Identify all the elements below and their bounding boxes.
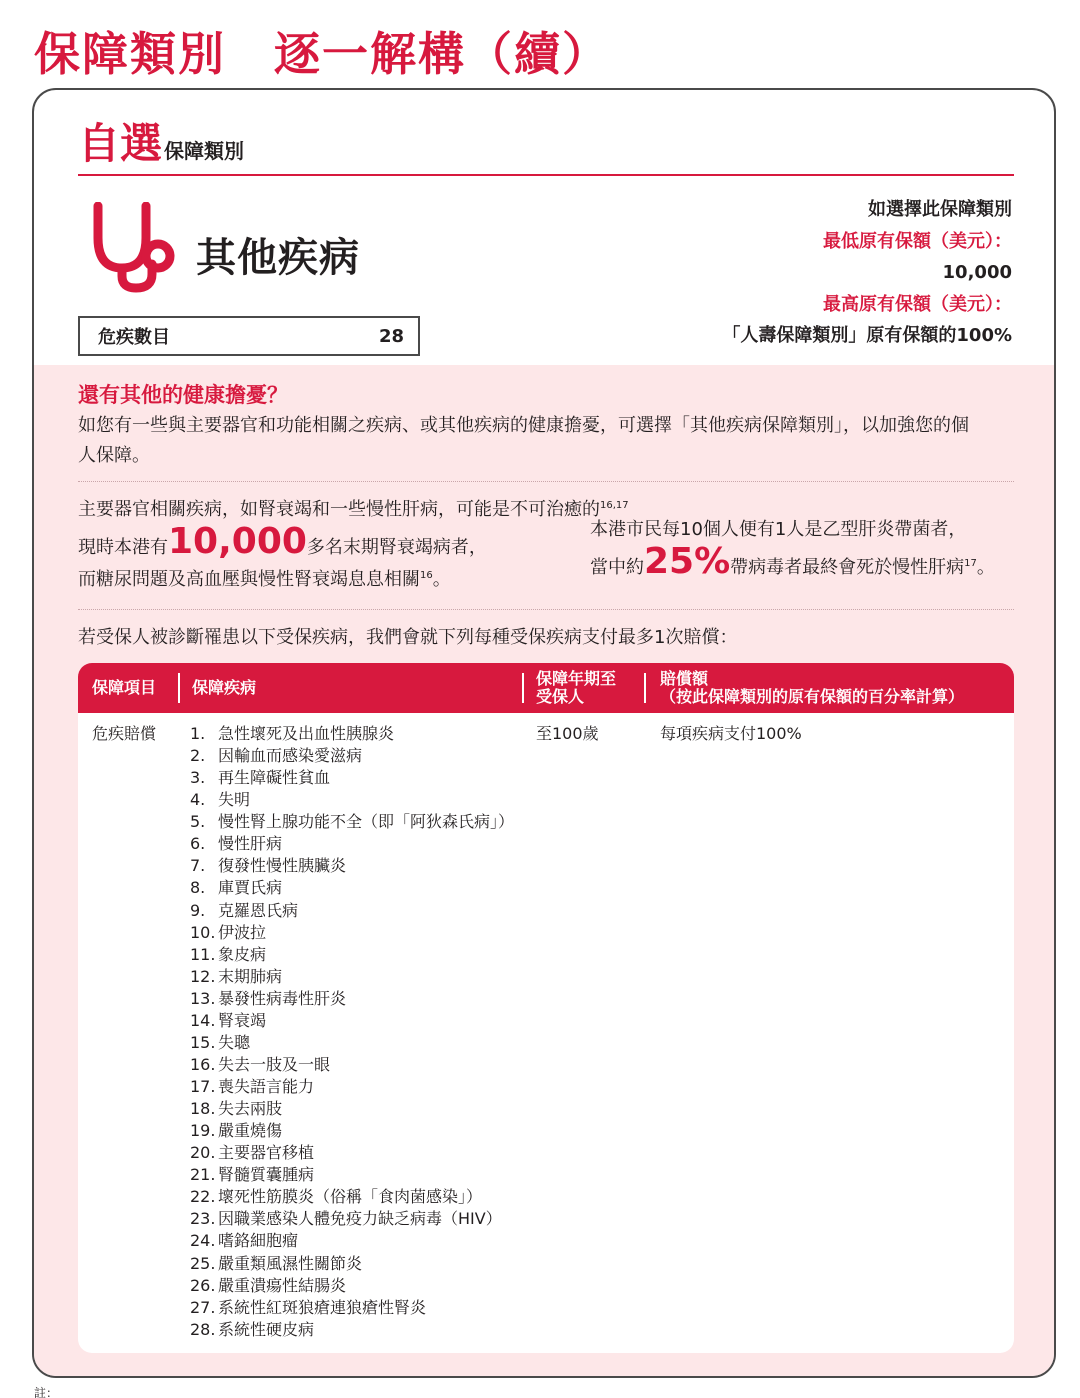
list-item (190, 966, 514, 988)
list-item-number: 4. (190, 790, 206, 810)
list-item-number: 10. (190, 922, 216, 942)
list-item-text: 喪失語言能力 (218, 1077, 315, 1096)
list-item (190, 944, 514, 966)
list-item-number: 20. (190, 1143, 216, 1163)
stethoscope-icon (90, 202, 180, 294)
list-item (190, 1208, 514, 1230)
section-heading (78, 119, 245, 168)
list-item (190, 1164, 514, 1186)
list-item (190, 1032, 514, 1054)
cell-payout: 每項疾病支付100% (660, 724, 802, 743)
kidney-stat-end: 。 (432, 569, 451, 590)
footnote-ref: 17 (964, 558, 977, 569)
organ-disease-fact (78, 495, 629, 521)
list-item-number: 8. (190, 878, 206, 898)
hepatitis-stat (590, 513, 995, 585)
list-item (190, 1098, 514, 1120)
max-amount-value: 「人壽保障類別」原有保額的100% (722, 325, 1012, 346)
intro-paragraph: 如您有一些與主要器官和功能相關之疾病、或其他疾病的健康擔憂，可選擇「其他疾病保障類別」，以加強您的個人保障。 (78, 415, 969, 466)
footer-note-label: 註： (34, 1386, 59, 1398)
kidney-stat-line2: 而糖尿問題及高血壓與慢性腎衰竭息息相關 (78, 569, 420, 590)
coverage-amount-info (722, 194, 1012, 352)
list-item-number: 17. (190, 1077, 216, 1096)
header-payout-line1: 賠償額 (660, 669, 709, 688)
list-item-number: 19. (190, 1121, 216, 1141)
list-item (190, 1253, 514, 1275)
list-item-number: 28. (190, 1319, 216, 1339)
table-header (78, 663, 1014, 713)
header-separator (522, 673, 524, 703)
list-item-text: 系統性紅斑狼瘡連狼瘡性腎炎 (218, 1297, 427, 1317)
list-item-text: 嚴重燒傷 (218, 1121, 283, 1141)
kidney-stat-pre: 現時本港有 (78, 537, 168, 558)
list-item-number: 13. (190, 988, 216, 1008)
dotted-divider (78, 481, 1014, 482)
list-item-text: 腎髓質囊腫病 (218, 1165, 315, 1185)
kidney-stat-number: 10,000 (168, 521, 307, 562)
list-item-text: 因職業感染人體免疫力缺乏病毒（HIV） (218, 1209, 502, 1229)
list-item (190, 1319, 514, 1341)
list-item-text: 系統性硬皮病 (218, 1319, 315, 1339)
list-item (190, 988, 514, 1010)
heading-divider (78, 174, 1014, 176)
list-item (190, 767, 514, 789)
list-item (190, 1230, 514, 1252)
header-term-line1: 保障年期至 (536, 669, 617, 688)
list-item (190, 877, 514, 899)
list-item-text: 壞死性筋膜炎（俗稱「食肉菌感染」） (218, 1187, 483, 1207)
list-item-number: 12. (190, 966, 216, 986)
list-item-number: 16. (190, 1054, 216, 1074)
cell-item: 危疾賠償 (92, 724, 157, 743)
list-item-number: 21. (190, 1165, 216, 1185)
list-item-number: 3. (190, 768, 206, 788)
kidney-stat (78, 521, 487, 597)
list-item (190, 1076, 514, 1098)
list-item-text: 失聰 (218, 1032, 251, 1052)
header-term (536, 663, 616, 713)
list-item (190, 855, 514, 877)
list-item-text: 伊波拉 (218, 922, 267, 942)
list-item-text: 失明 (218, 790, 251, 810)
header-term-line2: 受保人 (536, 687, 585, 706)
header-disease: 保障疾病 (192, 678, 257, 697)
list-item (190, 833, 514, 855)
list-item-text: 象皮病 (218, 944, 267, 964)
list-item-number: 23. (190, 1209, 216, 1229)
dotted-divider (78, 609, 1014, 610)
section-heading-label: 保障類別 (164, 139, 245, 163)
list-item-text: 主要器官移植 (218, 1143, 315, 1163)
list-item-number: 25. (190, 1253, 216, 1273)
organ-disease-text: 主要器官相關疾病，如腎衰竭和一些慢性肝病，可能是不可治癒的 (78, 499, 600, 520)
list-item (190, 1054, 514, 1076)
coverage-card (32, 88, 1056, 1378)
hepatitis-stat-line1: 本港市民每10個人便有1人是乙型肝炎帶菌者， (590, 519, 967, 540)
list-item-text: 急性壞死及出血性胰腺炎 (218, 724, 395, 743)
min-amount-label: 最低原有保額（美元）： (823, 230, 1012, 252)
kidney-stat-post: 多名末期腎衰竭病者， (306, 537, 487, 558)
list-item-text: 慢性腎上腺功能不全（即「阿狄森氏病」） (218, 812, 515, 832)
list-item-number: 18. (190, 1099, 216, 1119)
list-item-number: 27. (190, 1297, 216, 1317)
list-item-text: 嗜鉻細胞瘤 (218, 1231, 299, 1251)
intro-question: 還有其他的健康擔憂？ (78, 383, 288, 407)
section-heading-emphasis: 自選 (78, 119, 163, 168)
list-item-text: 嚴重類風濕性關節炎 (218, 1253, 363, 1273)
header-payout-line2: （按此保障類別的原有保額的百分率計算） (660, 687, 965, 706)
list-item-number: 9. (190, 900, 206, 920)
footnote-ref: 16 (420, 570, 433, 581)
list-item-text: 克羅恩氏病 (218, 900, 299, 920)
list-item-text: 因輸血而感染愛滋病 (218, 746, 363, 766)
header-separator (644, 673, 646, 703)
details-panel (34, 365, 1056, 1378)
list-item-number: 1. (190, 724, 206, 743)
list-item-text: 再生障礙性貧血 (218, 768, 331, 788)
list-item-number: 6. (190, 834, 206, 854)
list-item-number: 5. (190, 812, 206, 832)
illness-count-box (78, 316, 420, 356)
claim-note: 若受保人被診斷罹患以下受保疾病，我們會就下列每種受保疾病支付最多1次賠償： (78, 627, 738, 648)
disease-list (190, 723, 514, 1341)
list-item (190, 900, 514, 922)
max-amount-label: 最高原有保額（美元）： (823, 293, 1012, 315)
list-item (190, 1010, 514, 1032)
list-item (190, 1142, 514, 1164)
list-item (190, 745, 514, 767)
list-item-text: 失去兩肢 (218, 1099, 283, 1119)
page-title: 保障類別 逐一解構（續） (34, 27, 610, 81)
list-item-number: 14. (190, 1010, 216, 1030)
list-item (190, 1186, 514, 1208)
header-item: 保障項目 (92, 678, 157, 697)
list-item-text: 庫賈氏病 (218, 878, 283, 898)
list-item-number: 24. (190, 1231, 216, 1251)
cell-term: 至100歲 (536, 724, 599, 743)
footnote-ref: 16,17 (600, 500, 629, 511)
list-item-text: 暴發性病毒性肝炎 (218, 988, 347, 1008)
hepatitis-stat-number: 25% (644, 541, 731, 582)
list-item (190, 1297, 514, 1319)
list-item-number: 26. (190, 1275, 216, 1295)
list-item-number: 11. (190, 944, 216, 964)
list-item (190, 811, 514, 833)
header-payout (660, 663, 964, 713)
hepatitis-stat-post: 帶病毒者最終會死於慢性肝病 (730, 557, 965, 578)
coverage-info-heading: 如選擇此保障類別 (868, 199, 1012, 220)
list-item-text: 末期肺病 (218, 966, 283, 986)
list-item-number: 7. (190, 856, 206, 876)
category-title: 其他疾病 (196, 235, 360, 281)
illness-count-label: 危疾數目 (98, 327, 170, 348)
list-item (190, 789, 514, 811)
min-amount-value: 10,000 (942, 262, 1012, 283)
list-item (190, 1275, 514, 1297)
list-item-number: 2. (190, 746, 206, 766)
list-item (190, 723, 514, 745)
benefit-table (78, 663, 1014, 1353)
list-item-text: 失去一肢及一眼 (218, 1054, 331, 1074)
illness-count-value: 28 (378, 325, 404, 347)
hepatitis-stat-end: 。 (976, 557, 995, 578)
list-item-text: 嚴重潰瘍性結腸炎 (218, 1275, 347, 1295)
list-item-text: 腎衰竭 (218, 1010, 267, 1030)
list-item-text: 慢性肝病 (218, 834, 283, 854)
list-item-number: 15. (190, 1032, 216, 1052)
header-separator (178, 673, 180, 703)
list-item (190, 1120, 514, 1142)
list-item-text: 復發性慢性胰臟炎 (218, 856, 347, 876)
list-item-number: 22. (190, 1187, 216, 1207)
list-item (190, 922, 514, 944)
hepatitis-stat-pre: 當中約 (590, 557, 644, 578)
